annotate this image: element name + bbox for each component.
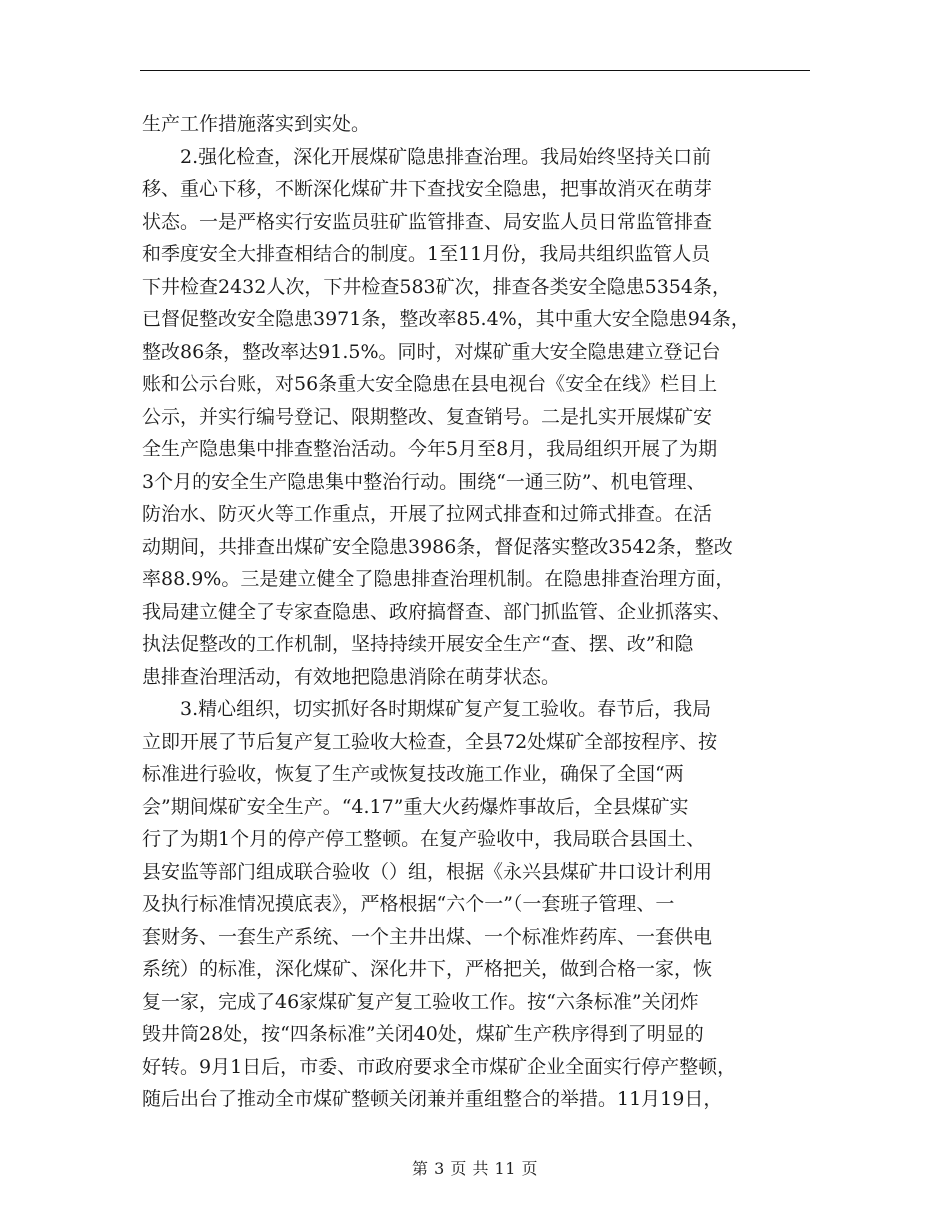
text-line: 会”期间煤矿安全生产。“4.17”重大火药爆炸事故后，全县煤矿实: [142, 795, 689, 818]
text-line: 及执行标准情况摸底表》，严格根据“六个一”（一套班子管理、一: [142, 893, 675, 915]
text-line: 移、重心下移，不断深化煤矿井下查找安全隐患，把事故消灭在萌芽: [142, 178, 713, 200]
text-line: 毁井筒28处，按“四条标准”关闭40处，煤矿生产秩序得到了明显的: [142, 1023, 704, 1045]
document-body: [142, 108, 814, 1116]
text-line: 县安监等部门组成联合验收（）组，根据《永兴县煤矿井口设计利用: [142, 860, 713, 883]
text-line: 套财务、一套生产系统、一个主井出煤、一个标准炸药库、一套供电: [142, 925, 713, 948]
text-line: 生产工作措施落实到实处。: [142, 113, 371, 135]
text-line: 状态。一是严格实行安监员驻矿监管排查、局安监人员日常监管排查: [142, 210, 713, 233]
text-line: 已督促整改安全隐患3971条，整改率85.4%，其中重大安全隐患94条，: [142, 308, 750, 330]
header-rule: [140, 70, 810, 71]
text-line: 患排查治理活动，有效地把隐患消除在萌芽状态。: [142, 665, 561, 688]
text-line: 立即开展了节后复产复工验收大检查，全县72处煤矿全部按程序、按: [142, 730, 718, 753]
text-line: 公示，并实行编号登记、限期整改、复查销号。二是扎实开展煤矿安: [142, 405, 713, 428]
text-line: 执法促整改的工作机制，坚持持续开展安全生产“查、摆、改”和隐: [142, 633, 694, 655]
text-line: 标准进行验收，恢复了生产或恢复技改施工作业，确保了全国“两: [142, 763, 684, 785]
text-line: 和季度安全大排查相结合的制度。1至11月份，我局共组织监管人员: [142, 243, 711, 265]
text-line: 防治水、防灭火等工作重点，开展了拉网式排查和过筛式排查。在活: [142, 503, 713, 525]
text-line: 3个月的安全生产隐患集中整治行动。围绕“一通三防”、机电管理、: [142, 470, 706, 493]
text-line: 2.强化检查，深化开展煤矿隐患排查治理。我局始终坚持关口前: [180, 145, 712, 168]
text-line: 我局建立健全了专家查隐患、政府搞督查、部门抓监管、企业抓落实、: [142, 600, 732, 623]
text-line: 系统）的标准，深化煤矿、深化井下，严格把关，做到合格一家，恢: [142, 958, 713, 980]
text-line: 随后出台了推动全市煤矿整顿关闭兼并重组整合的举措。11月19日，: [142, 1088, 723, 1110]
text-line: 复一家，完成了46家煤矿复产复工验收工作。按“六条标准”关闭炸: [142, 990, 699, 1013]
text-line: 下井检查2432人次，下井检查583矿次，排查各类安全隐患5354条，: [142, 275, 731, 298]
text-line: 率88.9%。三是建立健全了隐患排查治理机制。在隐患排查治理方面，: [142, 568, 735, 590]
text-line: 行了为期1个月的停产停工整顿。在复产验收中，我局联合县国土、: [142, 828, 706, 850]
text-line: 账和公示台账，对56条重大安全隐患在县电视台《安全在线》栏目上: [142, 373, 718, 395]
text-line: 好转。9月1日后，市委、市政府要求全市煤矿企业全面实行停产整顿，: [142, 1055, 737, 1078]
text-line: 3.精心组织，切实抓好各时期煤矿复产复工验收。春节后，我局: [180, 698, 712, 720]
page-footer: 第 3 页 共 11 页: [412, 1159, 538, 1178]
text-line: 动期间，共排查出煤矿安全隐患3986条，督促落实整改3542条，整改: [142, 535, 733, 558]
text-line: 全生产隐患集中排查整治活动。今年5月至8月，我局组织开展了为期: [142, 438, 718, 460]
text-line: 整改86条，整改率达91.5%。同时，对煤矿重大安全隐患建立登记台: [142, 340, 721, 363]
